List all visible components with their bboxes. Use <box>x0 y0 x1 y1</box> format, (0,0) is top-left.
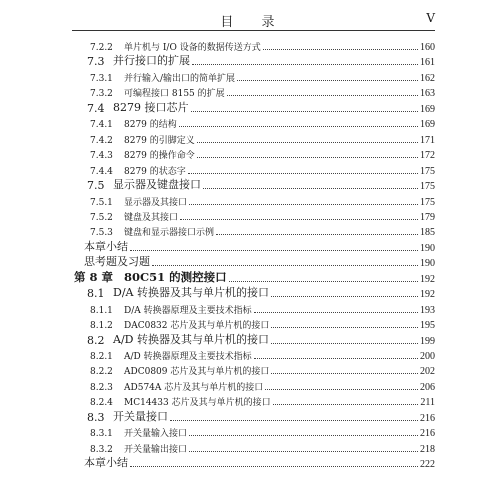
toc-entry-number: 7.5.3 <box>90 228 113 239</box>
dot-leader <box>180 218 418 220</box>
toc-entry-page: 218 <box>420 443 435 455</box>
toc-entry-number: 8.3.1 <box>90 429 113 440</box>
toc-entry-page: 199 <box>420 335 435 347</box>
toc-entry <box>90 316 435 331</box>
toc-entry-title: 思考题及习题 <box>84 255 150 269</box>
toc-entry-page: 185 <box>420 227 435 239</box>
toc-entry-title: A/D 转换器原理及主要技术指标 <box>124 352 252 362</box>
toc-entry-number: 8.1.1 <box>90 305 113 316</box>
toc-entry-number: 7.4.2 <box>90 135 113 146</box>
dot-leader <box>130 249 418 251</box>
toc-entry-title: D/A 转换器及其与单片机的接口 <box>113 286 269 300</box>
toc-entry-number: 8.2.3 <box>90 382 113 393</box>
toc-entry-number: 第 8 章 <box>74 269 114 284</box>
toc-entry-page: 193 <box>420 304 435 316</box>
toc-entry-page: 175 <box>420 181 435 193</box>
toc-entry <box>90 115 435 130</box>
header-title: 目 录 <box>220 15 287 30</box>
toc-entry-title: 8279 的结构 <box>124 120 177 131</box>
toc-entry-page: 222 <box>420 459 435 471</box>
toc-entry-page: 169 <box>420 119 435 131</box>
toc-entry-title: 开关量输入接口 <box>124 429 188 440</box>
toc-entry-page: 160 <box>420 42 435 53</box>
toc-entry <box>87 177 435 192</box>
toc-entry-page: 216 <box>420 412 435 424</box>
toc-entry <box>90 378 435 393</box>
toc-entry <box>84 254 435 269</box>
toc-entry-number: 8.1 <box>87 287 105 301</box>
toc-entry <box>90 301 435 316</box>
dot-leader <box>179 125 418 127</box>
dot-leader <box>170 419 418 421</box>
toc-entry-page: 192 <box>420 289 435 301</box>
toc-entry-title: 8279 接口芯片 <box>113 100 189 114</box>
toc-entry-page: 200 <box>420 351 435 362</box>
toc-entry-title: 键盘及其接口 <box>124 212 179 223</box>
toc-entry <box>90 347 435 362</box>
toc-entry-page: 190 <box>420 258 435 270</box>
dot-leader <box>189 434 418 436</box>
toc-entry-title: 本章小结 <box>84 239 128 253</box>
toc-entry-number: 8.1.2 <box>90 321 113 332</box>
dot-leader <box>273 403 419 405</box>
dot-leader <box>203 187 418 189</box>
toc-entry-number: 8.2 <box>87 333 105 347</box>
toc-entry <box>87 409 435 424</box>
toc-entry-page: 175 <box>420 196 435 208</box>
toc-entry-page: 195 <box>420 320 435 332</box>
toc-entry-page: 169 <box>420 103 435 115</box>
toc-entry-title: 单片机与 I/O 设备的数据传送方式 <box>124 43 261 53</box>
toc-entry <box>84 455 435 470</box>
toc-entry-title: 8279 的引脚定义 <box>124 135 195 146</box>
toc-entry-number: 7.3.2 <box>90 89 113 100</box>
toc-entry <box>90 162 435 177</box>
page-header <box>72 10 435 31</box>
toc-entry-number: 7.5.1 <box>90 197 113 208</box>
toc-entry-page: 175 <box>420 165 435 177</box>
toc-entry-number: 7.4 <box>87 101 105 115</box>
toc-entry-number: 7.3 <box>87 55 105 69</box>
dot-leader <box>237 79 418 81</box>
toc-entry <box>87 100 435 115</box>
dot-leader <box>254 311 418 313</box>
toc-entry-title: AD574A 芯片及其与单片机的接口 <box>124 382 264 393</box>
toc-entry <box>74 270 435 285</box>
dot-leader <box>216 233 418 235</box>
toc-entry-number: 8.2.4 <box>90 398 113 409</box>
toc-entry <box>90 362 435 377</box>
toc-entry <box>90 84 435 99</box>
toc-entry-page: 179 <box>420 211 435 223</box>
toc-entry <box>87 332 435 347</box>
toc-entry <box>90 208 435 223</box>
dot-leader <box>188 172 418 174</box>
dot-leader <box>192 63 418 65</box>
toc-entry-number: 7.5.2 <box>90 212 113 223</box>
dot-leader <box>263 48 418 50</box>
toc-entry-page: 171 <box>420 134 435 146</box>
dot-leader <box>197 156 418 158</box>
dot-leader <box>271 372 418 374</box>
dot-leader <box>152 264 418 266</box>
dot-leader <box>130 465 418 467</box>
toc-entry <box>90 69 435 84</box>
toc-entry-title: 8279 的状态字 <box>124 166 186 177</box>
toc-entry-number: 8.3 <box>87 410 105 424</box>
toc-entry-title: 可编程接口 8155 的扩展 <box>124 89 225 100</box>
dot-leader <box>271 326 418 328</box>
dot-leader <box>227 94 418 96</box>
toc-entry-number: 7.2.2 <box>90 43 113 53</box>
toc-entry-number: 7.4.4 <box>90 166 113 177</box>
toc-entry-title: 显示器及键盘接口 <box>113 178 201 192</box>
toc-entry <box>90 393 435 408</box>
toc-entry-page: 202 <box>420 366 435 378</box>
toc-entry-title: 8279 的操作命令 <box>124 151 195 162</box>
dot-leader <box>265 388 418 390</box>
toc-entry-title: 键盘和显示器接口示例 <box>124 228 215 239</box>
toc-entry-number: 8.2.2 <box>90 367 113 378</box>
dot-leader <box>191 110 419 112</box>
toc-entry-title: 80C51 的测控接口 <box>124 269 227 284</box>
toc-entry-title: MC14433 芯片及其与单片机的接口 <box>124 398 271 409</box>
toc-entry <box>90 440 435 455</box>
dot-leader <box>271 342 418 344</box>
toc-entry-title: DAC0832 芯片及其与单片机的接口 <box>124 321 270 332</box>
toc-entry-title: 本章小结 <box>84 456 128 470</box>
toc-entry-page: 172 <box>420 150 435 162</box>
toc-entry <box>90 146 435 161</box>
dot-leader <box>254 357 418 359</box>
dot-leader <box>189 203 418 205</box>
toc-entry-page: 163 <box>420 88 435 100</box>
toc-entry <box>90 223 435 238</box>
toc-entry-number: 7.4.1 <box>90 120 113 131</box>
toc-entry-number: 8.3.2 <box>90 444 113 455</box>
toc-entry-title: 并行接口的扩展 <box>113 54 190 68</box>
toc-entry-number: 7.5 <box>87 179 105 193</box>
toc-entry <box>90 131 435 146</box>
header-page-number: V <box>426 11 435 25</box>
dot-leader <box>197 141 418 143</box>
dot-leader <box>229 280 418 282</box>
toc-entry-number: 8.2.1 <box>90 352 113 362</box>
toc-entry <box>87 53 435 68</box>
toc-entry-title: 并行输入/输出口的简单扩展 <box>124 73 236 84</box>
toc-entry-page: 206 <box>420 381 435 393</box>
dot-leader <box>189 450 418 452</box>
toc-entry-title: 开关量输出接口 <box>124 444 188 455</box>
toc-entry-number: 7.3.1 <box>90 73 113 84</box>
toc-entry-number: 7.4.3 <box>90 151 113 162</box>
toc-entry-title: D/A 转换器原理及主要技术指标 <box>124 305 252 316</box>
toc-entry-title: ADC0809 芯片及其与单片机的接口 <box>124 367 270 378</box>
toc-entry-title: 开关量接口 <box>113 409 168 423</box>
toc-entry-page: 162 <box>420 72 435 84</box>
toc-entry-page: 211 <box>420 397 435 409</box>
toc-entry <box>90 424 435 439</box>
dot-leader <box>271 295 418 297</box>
toc-entry-page: 216 <box>420 428 435 440</box>
toc-entry <box>90 193 435 208</box>
toc-entry-page: 161 <box>420 57 435 69</box>
toc-entry-page: 190 <box>420 242 435 254</box>
toc-entry <box>87 285 435 300</box>
toc-entry-title: 显示器及其接口 <box>124 197 188 208</box>
toc-entry <box>90 38 435 53</box>
toc-entry-page: 192 <box>420 273 435 285</box>
toc-entry <box>84 239 435 254</box>
toc-entry-title: A/D 转换器及其与单片机的接口 <box>113 332 269 346</box>
